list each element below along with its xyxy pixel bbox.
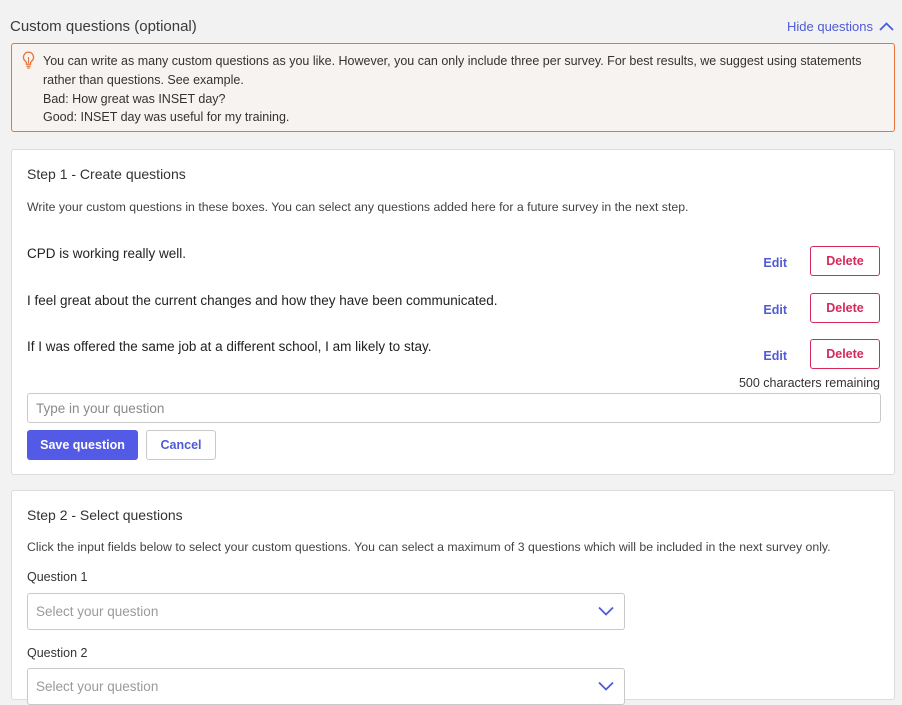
- step2-title: Step 2 - Select questions: [27, 507, 183, 523]
- edit-question-button[interactable]: Edit: [763, 256, 787, 270]
- hide-questions-toggle[interactable]: [787, 19, 894, 34]
- section-title: Custom questions (optional): [10, 18, 197, 35]
- tip-line: Good: INSET day was useful for my training.: [43, 110, 290, 125]
- save-question-button[interactable]: Save question: [27, 430, 138, 460]
- question-text: I feel great about the current changes and how they have been communicated.: [27, 293, 498, 308]
- question-text: If I was offered the same job at a different school, I am likely to stay.: [27, 339, 432, 354]
- tip-box: [11, 43, 895, 132]
- lightbulb-icon: [22, 51, 35, 69]
- question-row: [27, 293, 880, 325]
- chevron-up-icon: [879, 22, 894, 31]
- question-1-label: Question 1: [27, 570, 88, 584]
- question-2-label: Question 2: [27, 646, 88, 660]
- tip-line: You can write as many custom questions as you like. However, you can only include three per survey. For best results, we suggest using statements: [43, 54, 862, 68]
- step2-description: Click the input fields below to select your custom questions. You can select a maximum of 3 questions which will be included in the next survey only.: [27, 540, 831, 554]
- question-input[interactable]: [27, 393, 881, 423]
- select-placeholder: Select your question: [36, 679, 159, 694]
- chevron-down-icon: [598, 681, 614, 691]
- delete-question-button[interactable]: Delete: [810, 339, 880, 369]
- step2-card: [11, 490, 895, 700]
- question-1-select[interactable]: [27, 593, 625, 630]
- tip-line: rather than questions. See example.: [43, 72, 244, 87]
- step1-title: Step 1 - Create questions: [27, 166, 186, 182]
- step1-card: [11, 149, 895, 475]
- question-text: CPD is working really well.: [27, 246, 187, 261]
- step1-description: Write your custom questions in these boxes. You can select any questions added here for a future survey in the next step.: [27, 200, 689, 214]
- edit-question-button[interactable]: Edit: [763, 303, 787, 317]
- tip-line: Bad: How great was INSET day?: [43, 91, 226, 106]
- cancel-button[interactable]: Cancel: [146, 430, 216, 460]
- hide-questions-label: Hide questions: [787, 19, 873, 34]
- question-row: [27, 246, 880, 278]
- delete-question-button[interactable]: Delete: [810, 246, 880, 276]
- question-row: [27, 339, 880, 371]
- edit-question-button[interactable]: Edit: [763, 349, 787, 363]
- characters-remaining: 500 characters remaining: [738, 376, 880, 390]
- delete-question-button[interactable]: Delete: [810, 293, 880, 323]
- question-2-select[interactable]: [27, 668, 625, 705]
- chevron-down-icon: [598, 606, 614, 616]
- section-header: [10, 18, 894, 38]
- select-placeholder: Select your question: [36, 604, 159, 619]
